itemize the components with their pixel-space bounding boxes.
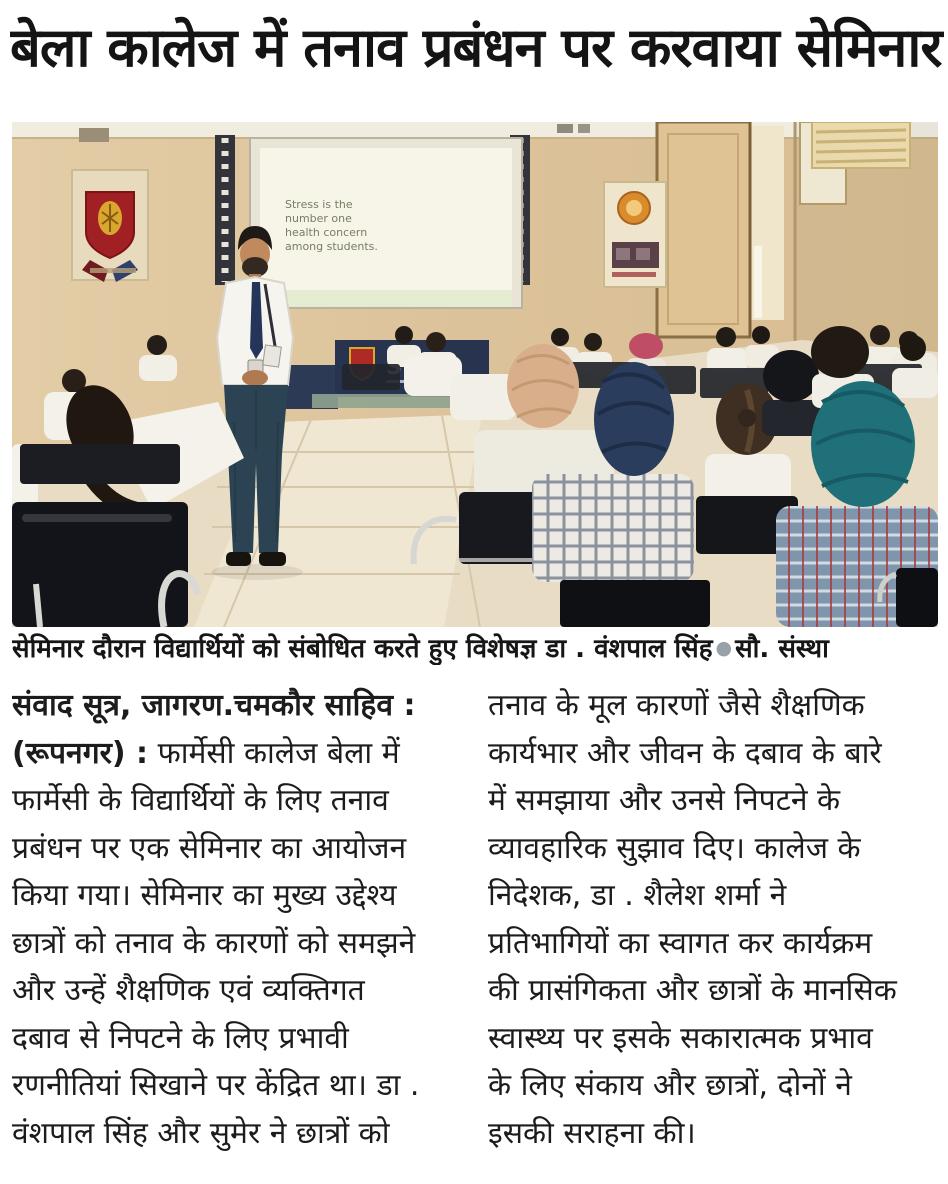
body-line: फार्मेसी के विद्यार्थियों के लिए तनाव <box>12 783 389 818</box>
photo-caption <box>12 629 942 665</box>
ceiling-vent <box>578 124 590 133</box>
body-line: छात्रों को तनाव के कारणों को समझने <box>12 925 416 961</box>
photo-credit: सौ. संस्था <box>735 634 829 664</box>
projection-screen <box>250 138 522 308</box>
body-line: वंशपाल सिंह और सुमेर ने छात्रों को <box>12 1115 390 1151</box>
article-body <box>12 682 940 1157</box>
wall-switch <box>79 128 109 142</box>
body-line: और उन्हें शैक्षणिक एवं व्यक्तिगत <box>12 973 365 1008</box>
headline: बेला कालेज में तनाव प्रबंधन पर करवाया सेमिनार <box>10 16 942 79</box>
body-line: (रूपनगर) : फार्मेसी कालेज बेला में <box>12 735 400 771</box>
body-line: किया गया। सेमिनार का मुख्य उद्देश्य <box>12 878 397 913</box>
body-line: दबाव से निपटने के लिए प्रभावी <box>12 1020 349 1056</box>
svg-text:number one: number one <box>285 212 352 225</box>
body-line: के लिए संकाय और छात्रों, दोनों ने <box>488 1068 852 1103</box>
svg-text:among students.: among students. <box>285 240 378 253</box>
article-column-right <box>488 682 940 1157</box>
body-line: तनाव के मूल कारणों जैसे शैक्षणिक <box>488 688 865 723</box>
caption-text: सेमिनार दौरान विद्यार्थियों को संबोधित करते हुए विशेषज्ञ डा . वंशपाल सिंह <box>12 634 713 664</box>
body-line: में समझाया और उनसे निपटने के <box>488 783 841 818</box>
byline: संवाद सूत्र, जागरण.चमकौर साहिव : <box>12 688 416 723</box>
seminar-photo <box>12 122 938 627</box>
body-line: व्यावहारिक सुझाव दिए। कालेज के <box>488 830 861 866</box>
body-line: की प्रासंगिकता और छात्रों के मानसिक <box>488 973 897 1008</box>
article-column-left <box>12 682 464 1157</box>
college-crest <box>72 170 148 282</box>
door <box>657 122 784 337</box>
svg-text:Stress is the: Stress is the <box>285 198 353 211</box>
body-line: प्रतिभागियों का स्वागत कर कार्यक्रम <box>488 925 873 961</box>
dateline: (रूपनगर) : <box>12 735 149 771</box>
body-line: स्वास्थ्य पर इसके सकारात्मक प्रभाव <box>488 1020 873 1056</box>
ac-grille <box>812 122 910 168</box>
svg-text:health concern: health concern <box>285 226 368 239</box>
body-line: निदेशक, डा . शैलेश शर्मा ने <box>488 878 787 913</box>
caption-separator-dot: ● <box>715 637 733 659</box>
body-line: कार्यभार और जीवन के दबाव के बारे <box>488 735 882 771</box>
body-line: प्रबंधन पर एक सेमिनार का आयोजन <box>12 830 407 866</box>
wall-poster <box>604 182 666 287</box>
body-line: इसकी सराहना की। <box>488 1115 696 1151</box>
ceiling-vent <box>557 124 573 133</box>
body-line: रणनीतियां सिखाने पर केंद्रित था। डा . <box>12 1068 420 1103</box>
